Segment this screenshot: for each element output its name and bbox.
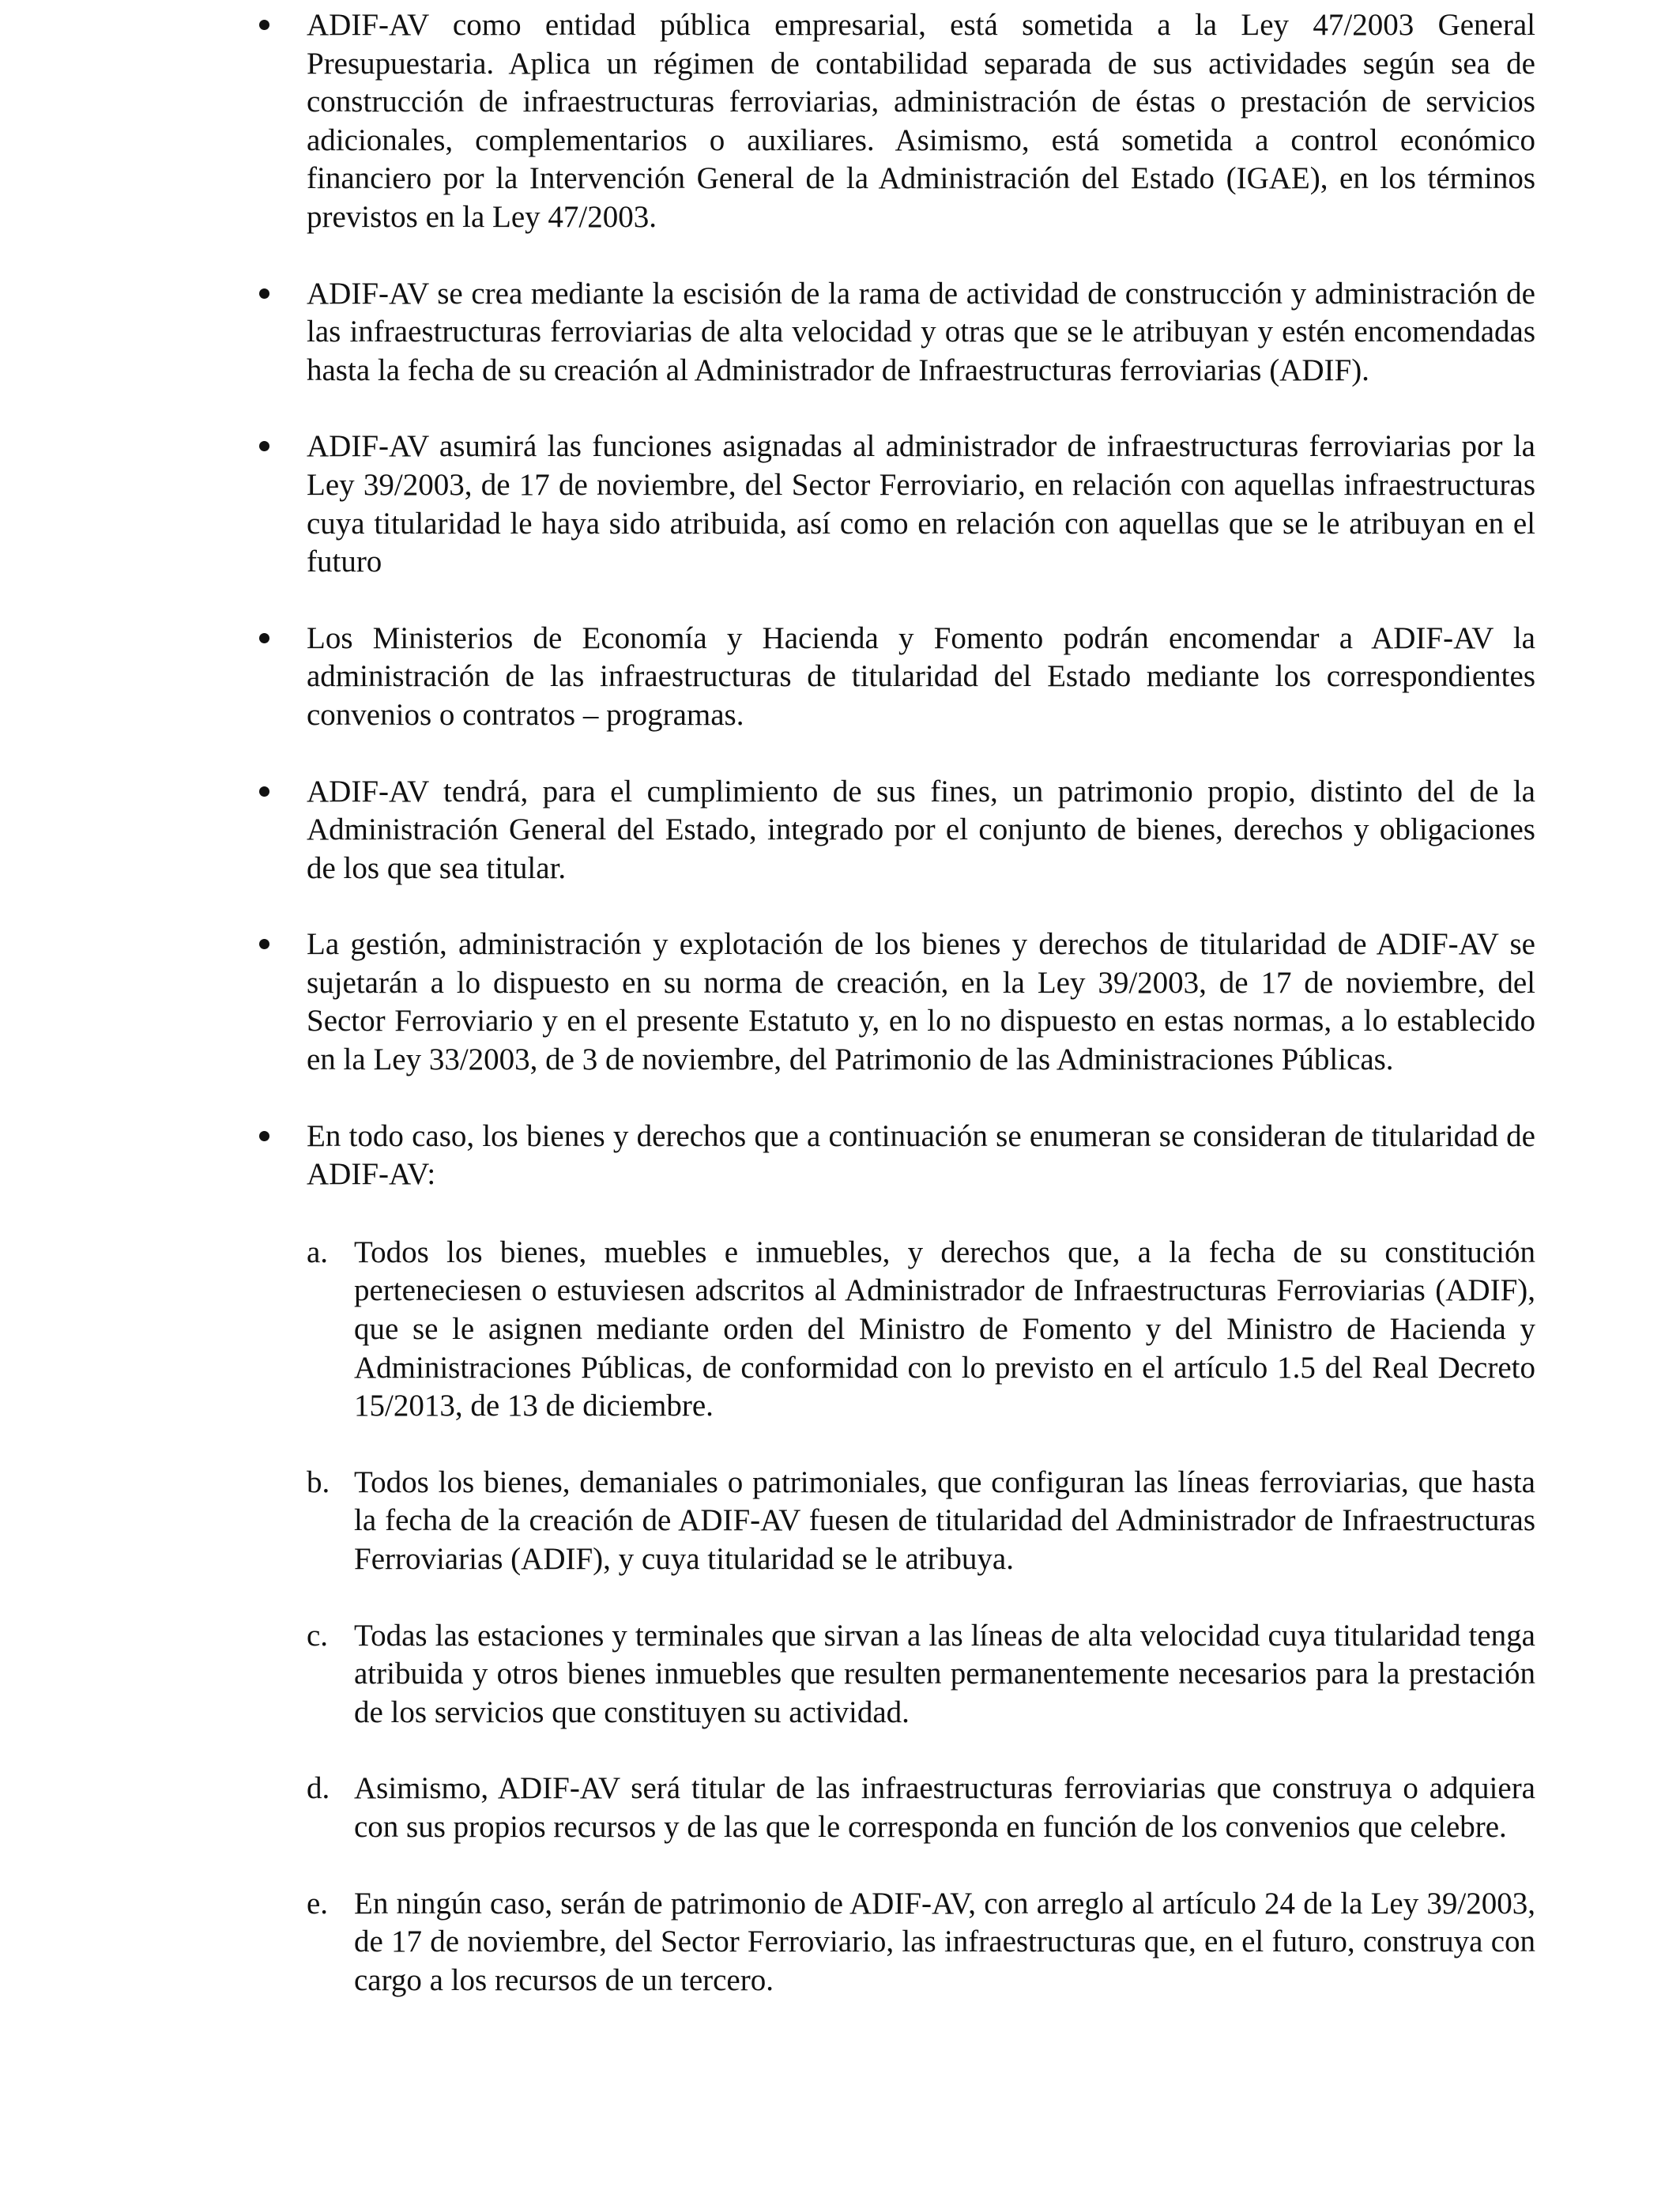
bullet-item xyxy=(307,620,1535,735)
sub-item-c xyxy=(307,1617,1535,1732)
bullet-icon xyxy=(259,441,269,451)
sub-item-text: Todos los bienes, demaniales o patrimoniales, que configuran las líneas ferroviarias, que hasta la fecha de la creación de ADIF-AV fuesen de titularidad del Administrador de Infraestructuras Ferroviarias (ADIF), y cuya titularidad se le atribuya. xyxy=(354,1465,1535,1576)
bullet-icon xyxy=(259,1131,269,1141)
sub-item-text: Asimismo, ADIF-AV será titular de las infraestructuras ferroviarias que construya o adquiera con sus propios recursos y de las que le corresponda en función de los convenios que celebre. xyxy=(354,1771,1535,1844)
bullet-text: ADIF-AV tendrá, para el cumplimiento de sus fines, un patrimonio propio, distinto del de la Administración General del Estado, integrado por el conjunto de bienes, derechos y obligaciones de los que sea titular. xyxy=(307,774,1535,885)
bullet-text: ADIF-AV asumirá las funciones asignadas al administrador de infraestructuras ferroviarias por la Ley 39/2003, de 17 de noviembre, del Sector Ferroviario, en relación con aquellas infraestructuras cuya titularidad le haya sido atribuida, así como en relación con aquellas que se le atribuyan en el futuro xyxy=(307,429,1535,579)
sub-item-marker: b. xyxy=(307,1465,330,1499)
bullet-icon xyxy=(259,633,269,643)
bullet-item xyxy=(307,773,1535,888)
sub-item-e xyxy=(307,1885,1535,2000)
bullet-text: ADIF-AV como entidad pública empresarial, está sometida a la Ley 47/2003 General Presupuestaria. Aplica un régimen de contabilidad separada de sus actividades según sea de construcción de infraestructuras ferroviarias, administración de éstas o prestación de servicios adicionales, complementarios o auxiliares. Asimismo, está sometida a control económico financiero por la Intervención General de la Administración del Estado (IGAE), en los términos previstos en la Ley 47/2003. xyxy=(307,8,1535,234)
bullet-item xyxy=(307,1118,1535,2000)
bullet-text: ADIF-AV se crea mediante la escisión de la rama de actividad de construcción y administración de las infraestructuras ferroviarias de alta velocidad y otras que se le atribuyan y estén encomendadas hasta la fecha de su creación al Administrador de Infraestructuras ferroviarias (ADIF). xyxy=(307,276,1535,387)
sub-item-marker: d. xyxy=(307,1771,330,1806)
bullet-icon xyxy=(259,288,269,299)
bullet-text: Los Ministerios de Economía y Hacienda y Fomento podrán encomendar a ADIF-AV la administración de las infraestructuras de titularidad del Estado mediante los correspondientes convenios o contratos – programas. xyxy=(307,620,1535,732)
sub-item-text: Todos los bienes, muebles e inmuebles, y derechos que, a la fecha de su constitución perteneciesen o estuviesen adscritos al Administrador de Infraestructuras Ferroviarias (ADIF), que se le asignen mediante orden del Ministro de Fomento y del Ministro de Hacienda y Administraciones Públicas, de conformidad con lo previsto en el artículo 1.5 del Real Decreto 15/2013, de 13 de diciembre. xyxy=(354,1235,1535,1423)
sub-item-a xyxy=(307,1234,1535,1426)
bullet-item xyxy=(307,275,1535,390)
sub-item-text: Todas las estaciones y terminales que sirvan a las líneas de alta velocidad cuya titularidad tenga atribuida y otros bienes inmuebles que resulten permanentemente necesarios para la prestación de los servicios que constituyen su actividad. xyxy=(354,1618,1535,1729)
bullet-icon xyxy=(259,939,269,949)
bullet-text: En todo caso, los bienes y derechos que a continuación se enumeran se consideran de titularidad de ADIF-AV: xyxy=(307,1118,1535,1192)
sub-item-d xyxy=(307,1770,1535,1846)
sub-item-marker: a. xyxy=(307,1235,329,1269)
bullet-icon xyxy=(259,786,269,797)
sub-item-b xyxy=(307,1464,1535,1579)
bullet-list xyxy=(307,6,1535,2038)
bullet-item xyxy=(307,428,1535,581)
sub-list xyxy=(307,1234,1535,2000)
sub-item-text: En ningún caso, serán de patrimonio de ADIF-AV, con arreglo al artículo 24 de la Ley 39/2003, de 17 de noviembre, del Sector Ferroviario, las infraestructuras que, en el futuro, construya con cargo a los recursos de un tercero. xyxy=(354,1886,1535,1997)
bullet-item xyxy=(307,6,1535,237)
bullet-text: La gestión, administración y explotación de los bienes y derechos de titularidad de ADIF-AV se sujetarán a lo dispuesto en su norma de creación, en la Ley 39/2003, de 17 de noviembre, del Sector Ferroviario y en el presente Estatuto y, en lo no dispuesto en estas normas, a lo establecido en la Ley 33/2003, de 3 de noviembre, del Patrimonio de las Administraciones Públicas. xyxy=(307,927,1535,1077)
sub-item-marker: e. xyxy=(307,1886,329,1921)
sub-item-marker: c. xyxy=(307,1618,329,1653)
bullet-icon xyxy=(259,20,269,30)
bullet-item xyxy=(307,925,1535,1079)
